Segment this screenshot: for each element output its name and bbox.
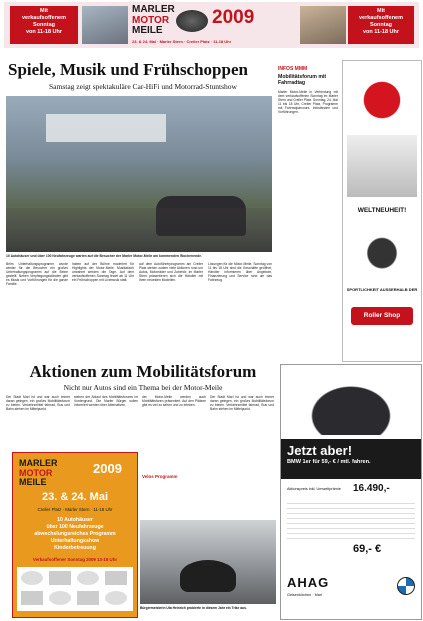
logo-line: MEILE (132, 25, 163, 36)
article2-subhead: Nicht nur Autos sind ein Thema bei der Motor-Meile (63, 383, 223, 392)
bmw-spec-lines (287, 503, 415, 543)
bmw-jetzt: Jetzt aber! (287, 443, 353, 458)
article1-caption: 10 Autohäuser und über 100 Neufahrzeuge warten auf die Besucher der Marler Motor-Meile am kommenden Wochenende. (6, 254, 202, 258)
ad-bmw (280, 364, 422, 620)
dealer-logo (105, 591, 127, 605)
ad-footer: Verkaufsoffener Sonntag 2009 13-18 Uhr (32, 557, 118, 562)
banner-left-photo (82, 6, 128, 44)
dealer-logo (21, 591, 43, 605)
article1-headline: Spiele, Musik und Frühschoppen (8, 60, 248, 79)
banner-right-line: von 11-18 Uhr (362, 29, 400, 35)
ad-year: 2009 (93, 461, 122, 476)
scooter-image-mid (347, 135, 417, 197)
article2-headline: Aktionen zum Mobilitätsforum (29, 362, 257, 381)
banner-car-icon (176, 10, 208, 32)
ad-logo-line: MOTOR (19, 467, 53, 478)
top-banner (4, 2, 419, 48)
banner-subline: 23. & 24. Mai · Marler Stern · Creiler Platz · 11-18 Uhr (132, 39, 232, 44)
article2-photo (140, 520, 276, 604)
banner-right-line: Mit (377, 8, 385, 14)
ad-feature: abwechslungsreiches Programm (34, 531, 116, 537)
article1-col4-text: Lösungen für die Motor-Meile. Sonntag von 11 bis 18 Uhr sind die Geschäfte geöffnet, Händler informieren über Angebote, Finanzierung und Service rund um das Fahrzeug. (208, 262, 272, 283)
article1-col3 (139, 262, 203, 350)
banner-left-line: verkaufsoffenem (21, 15, 67, 21)
dealer-logo (77, 571, 99, 585)
article2-photo-caption: Bürgermeisterin Uta Heinrich probierte in diesem Jahr ein Trike aus. (140, 606, 247, 610)
bmw-car-image (291, 371, 411, 435)
article1-subhead: Samstag zeigt spektakuläre Car-HiFi und Motorrad-Stuntshow (49, 82, 237, 91)
article2-col4 (210, 395, 274, 515)
dealer-logo (49, 591, 71, 605)
ad-dates: 23. & 24. Mai (41, 491, 109, 503)
dealer-logo (49, 571, 71, 585)
banner-right-photo (300, 6, 346, 44)
bmw-price: 16.490,- (353, 483, 390, 494)
article2-col2-text: stehen der Ablauf des Mobilitätsforums im Vordergrund. Die Marler Bürger sollen informiert werden über Alternativen. (74, 395, 138, 408)
weltneuheit-label: WELTNEUHEIT! (357, 207, 407, 214)
ahag-logo: AHAG (287, 575, 330, 590)
scooter-image-bottom (349, 219, 415, 281)
photo-tents (46, 114, 166, 142)
article1-col2-text: haben auf der Bühne moderiert für Highlights der Motor-Meile. Musikalisch umrahmt werden die Tage. Auf dem verkaufsoffenen Sonntag findet ab 11 Uhr ein Frühschoppen mit Livemusik statt. (72, 262, 134, 283)
sidebar-body (278, 90, 338, 266)
article1-col4 (208, 262, 272, 350)
logo-line: MOTOR (132, 14, 170, 26)
banner-year: 2009 (212, 7, 255, 28)
scooter-image-top (349, 67, 415, 127)
dealer-logos-strip (17, 567, 133, 611)
trike-image (180, 560, 236, 592)
ad-feature: über 100 Neufahrzeuge (46, 524, 104, 530)
ad-feature-list (19, 517, 131, 552)
article1-col1-text: Beim Unterhaltungsprogramm wurde wieder für die Besucher ein großes Unterhaltungsprogramm auf die Beine gestellt. Neben Verpflegungsständen gibt es Musik und Vorführungen für die ganze Familie. (6, 262, 68, 287)
banner-left-line: Mit (40, 8, 48, 14)
banner-left-promo (10, 6, 78, 44)
article2-col3-text: der Motor-Meile werden auch Mobilitätsforen präsentiert. Auf den Plätzen gibt es viel zu sehen und zu erleben. (142, 395, 206, 408)
bmw-model: BMW 1er für 59,- € / mtl. fahren. (287, 459, 371, 465)
article2-col3 (142, 395, 206, 469)
ad-feature: Unterhaltungsshow (50, 538, 100, 544)
dealer-logo (77, 591, 99, 605)
photo-crowd (6, 208, 272, 252)
bmw-price-label: Aktionspreis inkl. Umweltprämie (287, 487, 341, 491)
banner-right-promo (348, 6, 414, 44)
ad-aprilia (342, 60, 422, 362)
ad-feature: 10 Autohäuser (57, 517, 93, 523)
banner-right-line: Sonntag (370, 22, 392, 28)
article1-col3-text: auf dem Autoführerprogramm am Creiler Platz stehen zudem viele Aktionen rund um Autos, Motorräder und Zubehör. Im Marler Stern präsentieren sich die Händler mit ihren neuesten Modellen. (139, 262, 203, 283)
banner-right-line: verkaufsoffenem (358, 15, 404, 21)
sidebar-tag: INFOS MMM (278, 66, 308, 72)
ad-place: Creiler Platz · Marler Stern · 11-18 Uhr (37, 507, 113, 512)
bmw-logo-icon (397, 577, 415, 595)
article2-col1 (6, 395, 70, 447)
roller-shop-logo: Roller Shop (351, 307, 413, 325)
article1-col1 (6, 262, 68, 350)
logo-line: MARLER (132, 4, 175, 15)
aprilia-tagline: SPORTLICHKEIT AUSSERHALB DER (346, 287, 418, 292)
ahag-locations: Gelsenkirchen · Marl (287, 593, 323, 597)
article2-col2 (74, 395, 138, 447)
ad-logo-line: MARLER (19, 458, 58, 468)
sidebar-title: Mobilitätsforum mit Fahrradtag (278, 74, 327, 86)
dealer-logo (105, 571, 127, 585)
banner-left-line: Sonntag (33, 22, 55, 28)
bmw-rate: 69,- € (353, 543, 382, 555)
article1-col2 (72, 262, 134, 350)
article1-photo (6, 96, 272, 252)
ad-motor-meile (12, 452, 138, 618)
sidebar-body-text: Marler Motor-Meile in Verbindung mit dem verkaufsoffenen Sonntag im Marler Stern und Creiler Platz. Sonntag, 24. Mai 11 bis 18 Uhr, Creiler Platz, Programm mit Fahrradparcours, Infoständen und Vorführungen. (278, 90, 338, 115)
dealer-logo (21, 571, 43, 585)
ad-feature: Kinderbetreuung (54, 545, 96, 551)
ad-logo-line: MEILE (19, 477, 47, 487)
velos-box-title: Velos Programm (142, 474, 178, 479)
bmw-headline (281, 439, 421, 479)
banner-left-line: von 11-18 Uhr (25, 29, 63, 35)
article2-col1-text: Der Stadt Marl ist und war auch immer daran gelegen, ein großes Mobilitätsforum zu bieten. Verkehrsmittel fahrrad, Bus und Bahn stehen im Mittelpunkt. (6, 395, 70, 412)
article2-col4-text: Der Stadt Marl ist und war auch immer daran gelegen, ein großes Mobilitätsforum zu bieten. Verkehrsmittel fahrrad, Bus und Bahn stehen im Mittelpunkt. (210, 395, 274, 412)
ad-logo (19, 459, 58, 488)
